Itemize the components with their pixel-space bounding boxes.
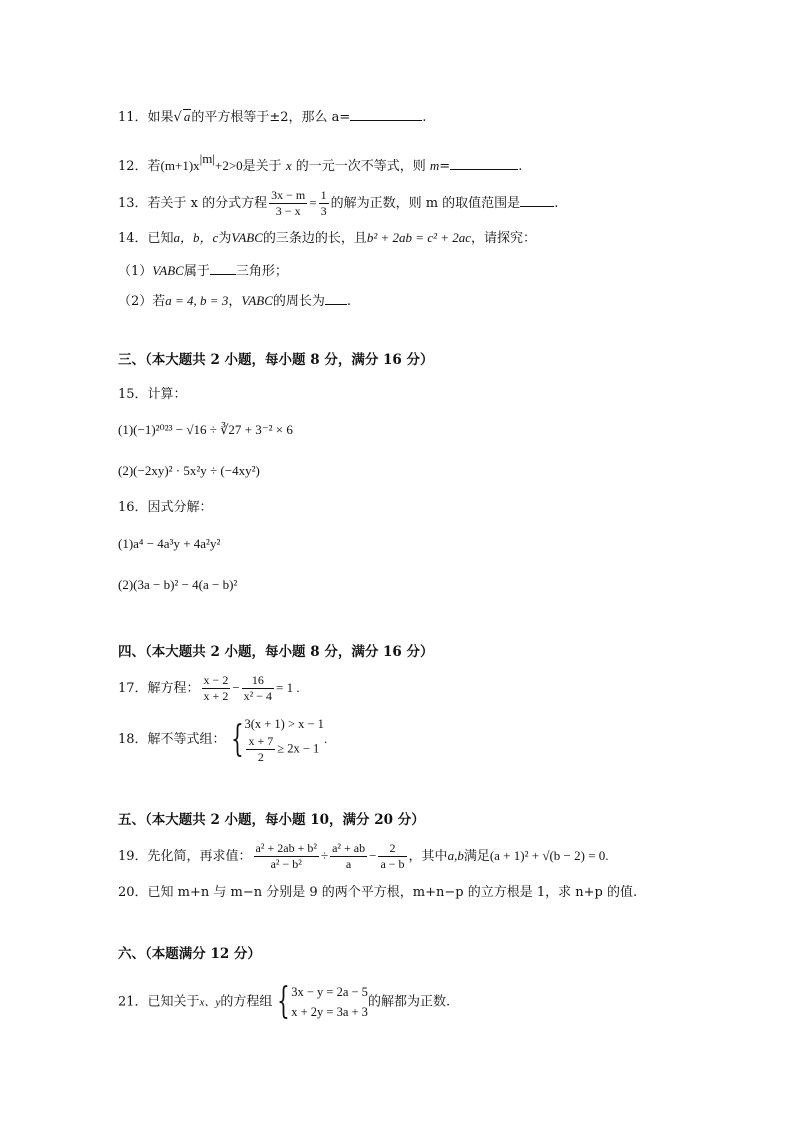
q14-p1-triangle: VABC <box>152 263 184 278</box>
q18-row2 <box>244 734 323 765</box>
q21-vars: x、y <box>199 996 221 1009</box>
q12-exponent: |m| <box>199 151 215 166</box>
q18-prefix: 18．解不等式组： <box>118 732 226 747</box>
q18-end: . <box>323 731 328 746</box>
question-16-title: 16．因式分解： <box>118 500 213 515</box>
q14-p2-text: 的周长为 <box>272 294 325 309</box>
q12-prefix: 12．若 <box>118 159 161 174</box>
q11-end: . <box>422 110 427 125</box>
q19-end: . <box>605 848 609 863</box>
q17-rhs: = 1 . <box>276 680 300 695</box>
q13-answer-blank[interactable] <box>520 194 554 207</box>
q14-p1-answer-blank[interactable] <box>210 262 236 275</box>
q18-row1: 3(x + 1) > x − 1 <box>244 717 324 731</box>
q17-minus: − <box>232 680 240 695</box>
q13-eq: = <box>309 195 317 210</box>
q14-p2-answer-blank[interactable] <box>325 292 347 305</box>
left-brace-icon: { <box>230 718 244 760</box>
q19-vars: a,b <box>447 848 464 863</box>
question-20: 20．已知 m+n 与 m−n 分别是 9 的两个平方根，m+n−p 的立方根是 1，求 n+p 的值. <box>118 885 638 900</box>
section-4-heading: 四、（本大题共 2 小题，每小题 8 分，满分 16 分） <box>118 644 434 660</box>
q17-den1: x + 2 <box>203 689 229 703</box>
q12-answer-blank[interactable] <box>450 157 518 170</box>
left-brace-icon: { <box>277 981 291 1022</box>
q14-triangle: VABC <box>231 230 263 245</box>
q14-prefix: 14．已知 <box>118 231 174 246</box>
question-13 <box>118 188 558 219</box>
q11-prefix: 11．如果 <box>118 110 174 125</box>
q13-prefix: 13．若关于 x 的分式方程 <box>118 196 268 211</box>
sqrt-icon: √ <box>173 110 182 125</box>
q12-m: m <box>429 158 440 173</box>
q13-fraction-left <box>269 188 307 219</box>
q21-system <box>291 982 368 1022</box>
q14-mid: 为 <box>218 231 232 246</box>
question-15-expr-1: (1)(−1)²⁰²³ − √16 ÷ ∛27 + 3⁻² × 6 <box>118 422 293 437</box>
q19-n3: 2 <box>378 841 406 857</box>
question-14 <box>118 229 536 248</box>
q12-eq: = <box>439 159 451 174</box>
q19-d3: a − b <box>380 857 405 871</box>
q13-num: 3x − m <box>271 188 306 202</box>
question-15-title: 15．计算： <box>118 387 187 402</box>
q12-expr2: +2>0 <box>214 158 243 173</box>
q13-fraction-right <box>319 188 329 219</box>
question-12 <box>118 150 522 176</box>
q12-end: . <box>518 159 523 174</box>
q17-num2: 16 <box>242 673 274 689</box>
question-16-expr-1: (1)a⁴ − 4a³y + 4a²y² <box>118 536 221 551</box>
q19-minus: − <box>369 848 377 863</box>
question-18 <box>118 714 327 765</box>
q11-answer-blank[interactable] <box>350 108 422 121</box>
q19-fraction-2 <box>330 841 367 872</box>
q17-num1: x − 2 <box>203 673 229 687</box>
q13-num2: 1 <box>320 188 327 202</box>
q21-mid: 的方程组 <box>220 994 273 1010</box>
q13-suffix: 的解为正数，则 m 的取值范围是 <box>330 196 521 211</box>
q18-fraction <box>246 734 275 765</box>
q17-den2: x² − 4 <box>243 689 273 703</box>
q19-fraction-1 <box>254 841 319 872</box>
q14-p1-label: （1） <box>118 264 153 279</box>
section-5-heading: 五、（本大题共 2 小题，每小题 10，满分 20 分） <box>118 812 425 828</box>
q12-middle: 是关于 <box>242 159 282 174</box>
q11-middle: 的平方根等于±2，那么 a= <box>191 110 351 125</box>
question-11 <box>118 108 426 127</box>
q18-den: 2 <box>257 750 264 764</box>
q13-den2: 3 <box>320 204 327 218</box>
question-16-expr-2: (2)(3a − b)² − 4(a − b)² <box>118 577 238 592</box>
question-19 <box>118 841 609 872</box>
question-14-part-2 <box>118 292 351 311</box>
q21-suffix: 的解都为正数. <box>367 994 451 1010</box>
q18-system <box>244 714 323 765</box>
q17-prefix: 17．解方程： <box>118 681 200 696</box>
q18-row2-rest: ≥ 2x − 1 <box>277 741 320 756</box>
section-6-heading: 六、（本题满分 12 分） <box>118 946 261 962</box>
q19-d2: a <box>345 857 352 871</box>
q14-mid2: 的三条边的长，且 <box>262 231 367 246</box>
question-15-expr-2: (2)(−2xy)² · 5x²y ÷ (−4xy²) <box>118 463 260 478</box>
q21-prefix: 21．已知关于 <box>118 994 200 1010</box>
q19-mid: ，其中 <box>408 849 448 864</box>
q21-row1: 3x − y = 2a − 5 <box>291 985 368 999</box>
question-17 <box>118 673 300 704</box>
question-14-part-1 <box>118 262 288 281</box>
q19-fraction-3 <box>378 841 406 872</box>
q12-mid2: 的一元一次不等式，则 <box>295 159 426 174</box>
q13-end: . <box>554 196 559 211</box>
q19-n2: a² + ab <box>332 841 366 855</box>
q12-var: x <box>285 158 292 173</box>
q14-p2-condition: a = 4, b = 3 <box>165 293 229 308</box>
q19-d1: a² − b² <box>270 857 302 871</box>
q14-end: ，请探究： <box>471 231 537 246</box>
q14-p2-label: （2）若 <box>118 294 166 309</box>
q14-vars: a，b，c <box>173 230 219 245</box>
q14-p1-text: 属于 <box>183 264 210 279</box>
q19-div: ÷ <box>320 848 329 863</box>
q12-expr1: (m+1)x <box>160 158 200 173</box>
q11-radicand: a <box>183 109 191 124</box>
section-3-heading: 三、（本大题共 2 小题，每小题 8 分，满分 16 分） <box>118 352 434 368</box>
q14-p2-triangle: VABC <box>241 293 273 308</box>
q13-den: 3 − x <box>275 204 301 218</box>
question-21 <box>118 982 450 1022</box>
q21-row2: x + 2y = 3a + 3 <box>291 1005 368 1019</box>
q17-fraction-2 <box>242 673 274 704</box>
q19-condition: (a + 1)² + √(b − 2) = 0 <box>489 848 606 863</box>
q14-p2-end: . <box>346 294 352 309</box>
q14-p1-suffix: 三角形； <box>235 264 288 279</box>
q19-n1: a² + 2ab + b² <box>255 841 317 855</box>
q14-condition: b² + 2ab = c² + 2ac <box>366 230 472 245</box>
q17-fraction-1 <box>202 673 231 704</box>
q19-prefix: 19．先化简，再求值： <box>118 849 252 864</box>
q18-num: x + 7 <box>248 734 274 748</box>
q14-p2-comma: ， <box>228 294 242 309</box>
q19-mid2: 满足 <box>463 849 490 864</box>
